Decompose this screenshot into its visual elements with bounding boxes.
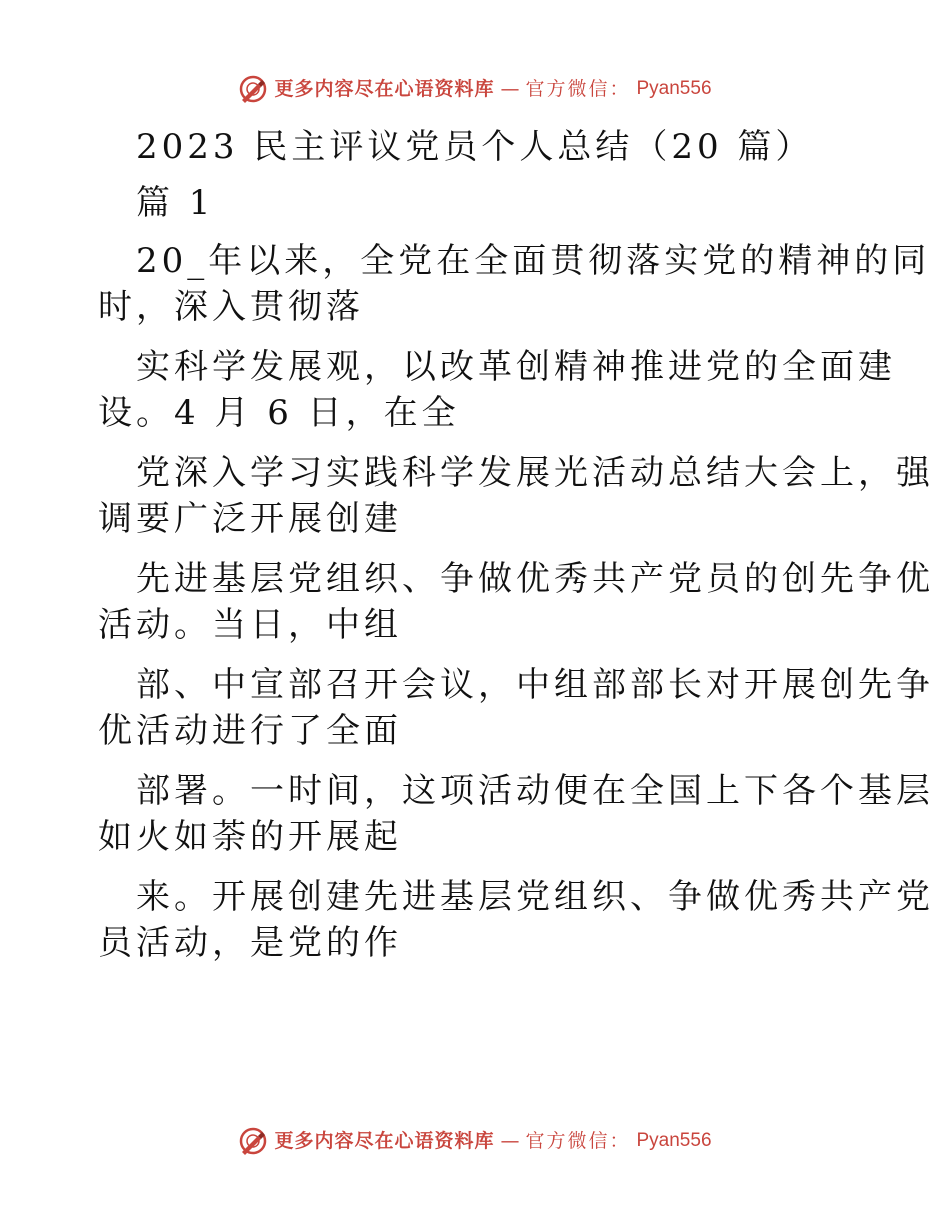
watermark-brand: 更多内容尽在心语资料库 (274, 78, 495, 100)
paragraph-line: 20_年以来，全党在全面贯彻落实党的精神的同 (136, 241, 931, 281)
paragraph-line: 如火如荼的开展起 (98, 817, 402, 857)
paragraph-line: 活动。当日，中组 (98, 605, 402, 645)
watermark-wechat-label: 官方微信： (525, 1130, 631, 1152)
watermark-brand: 更多内容尽在心语资料库 (274, 1130, 495, 1152)
document-title: 2023 民主评议党员个人总结（20 篇） (136, 127, 814, 167)
watermark-wechat-label: 官方微信： (525, 78, 631, 100)
paragraph-line: 先进基层党组织、争做优秀共产党员的创先争优 (136, 559, 934, 599)
footer-watermark (0, 1126, 950, 1156)
paragraph-line: 党深入学习实践科学发展光活动总结大会上，强 (136, 453, 934, 493)
paragraph-line: 来。开展创建先进基层党组织、争做优秀共产党 (136, 877, 934, 917)
paragraph-line: 部、中宣部召开会议，中组部部长对开展创先争 (136, 665, 934, 705)
watermark-wechat-id: Pyan556 (636, 78, 712, 99)
watermark-dash: — (500, 78, 520, 100)
watermark-dash: — (500, 1130, 520, 1152)
paragraph-line: 实科学发展观，以改革创精神推进党的全面建 (136, 347, 896, 387)
watermark-wechat-id: Pyan556 (636, 1130, 712, 1151)
paragraph-line: 员活动，是党的作 (98, 923, 402, 963)
paragraph-line: 设。4 月 6 日，在全 (98, 393, 460, 433)
section-heading: 篇 1 (136, 183, 215, 223)
pen-circle-icon (238, 1126, 268, 1156)
paragraph-line: 部署。一时间，这项活动便在全国上下各个基层 (136, 771, 934, 811)
header-watermark (0, 74, 950, 104)
pen-circle-icon (238, 74, 268, 104)
paragraph-line: 优活动进行了全面 (98, 711, 402, 751)
paragraph-line: 调要广泛开展创建 (98, 499, 402, 539)
document-body (98, 124, 934, 966)
paragraph-line: 时，深入贯彻落 (98, 287, 364, 327)
